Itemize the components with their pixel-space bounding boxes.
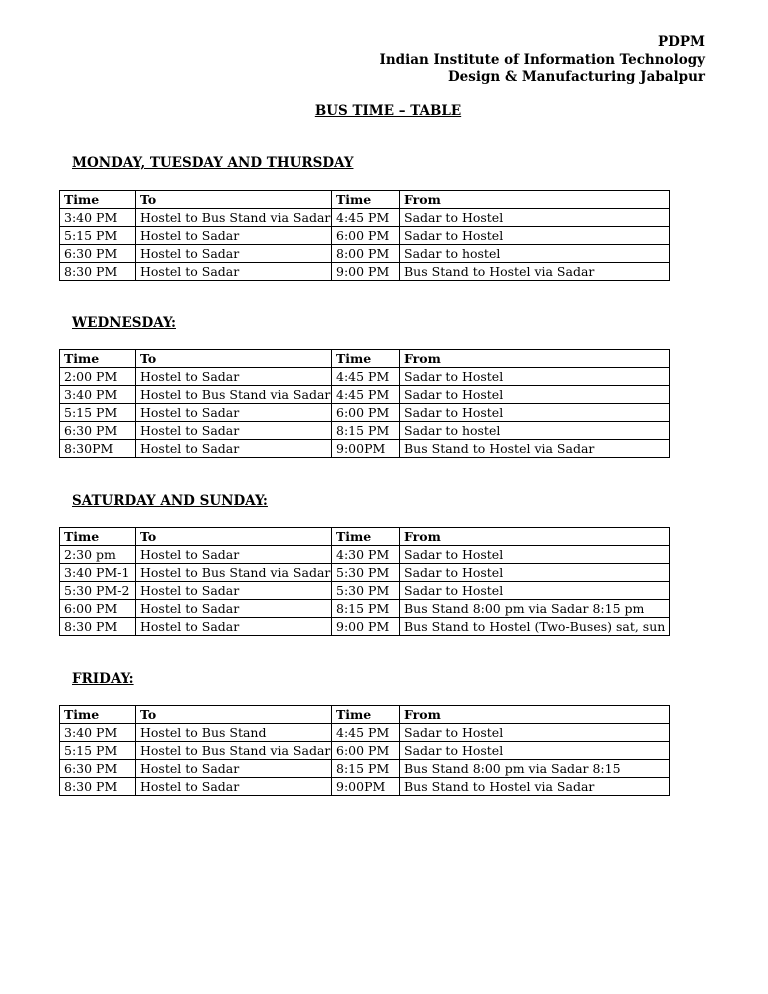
column-header: To <box>136 191 332 209</box>
table-cell: 3:40 PM <box>60 724 136 742</box>
table-cell: Hostel to Sadar <box>136 440 332 458</box>
table-cell: 8:30 PM <box>60 263 136 281</box>
table-cell: 5:30 PM <box>332 564 400 582</box>
table-cell: Sadar to hostel <box>400 422 670 440</box>
table-cell: Hostel to Bus Stand via Sadar <box>136 564 332 582</box>
table-cell: 3:40 PM <box>60 209 136 227</box>
table-cell: Bus Stand to Hostel via Sadar <box>400 263 670 281</box>
table-row <box>60 422 670 440</box>
column-header: Time <box>60 350 136 368</box>
column-header: Time <box>332 350 400 368</box>
table-cell: Bus Stand to Hostel via Sadar <box>400 778 670 796</box>
table-cell: 4:45 PM <box>332 386 400 404</box>
table-cell: 9:00 PM <box>332 263 400 281</box>
table-cell: Sadar to Hostel <box>400 742 670 760</box>
table-cell: Sadar to hostel <box>400 245 670 263</box>
table-cell: Hostel to Sadar <box>136 245 332 263</box>
header-line-2: Indian Institute of Information Technology <box>379 51 705 68</box>
table-cell: Hostel to Sadar <box>136 546 332 564</box>
table-cell: 9:00 PM <box>332 618 400 636</box>
table-cell: Hostel to Bus Stand via Sadar <box>136 386 332 404</box>
table-row <box>60 618 670 636</box>
table-row <box>60 245 670 263</box>
column-header: From <box>400 528 670 546</box>
table-cell: Sadar to Hostel <box>400 368 670 386</box>
table-cell: Bus Stand to Hostel via Sadar <box>400 440 670 458</box>
table-cell: 8:15 PM <box>332 600 400 618</box>
table-cell: Hostel to Sadar <box>136 600 332 618</box>
column-header: Time <box>332 528 400 546</box>
table-cell: Hostel to Sadar <box>136 582 332 600</box>
table-row <box>60 440 670 458</box>
table-row <box>60 404 670 422</box>
table-cell: 8:15 PM <box>332 760 400 778</box>
table-cell: 8:30 PM <box>60 778 136 796</box>
table-row <box>60 724 670 742</box>
table-cell: Sadar to Hostel <box>400 404 670 422</box>
table-cell: Hostel to Sadar <box>136 618 332 636</box>
table-cell: 6:00 PM <box>60 600 136 618</box>
schedule-table-sat-sun <box>59 527 670 636</box>
table-row <box>60 368 670 386</box>
table-cell: 5:15 PM <box>60 227 136 245</box>
table-cell: 9:00PM <box>332 440 400 458</box>
section-title-sat-sun: SATURDAY AND SUNDAY: <box>72 493 268 509</box>
table-cell: 8:00 PM <box>332 245 400 263</box>
table-cell: Hostel to Sadar <box>136 404 332 422</box>
column-header: Time <box>60 528 136 546</box>
table-cell: Bus Stand to Hostel (Two-Buses) sat, sun <box>400 618 670 636</box>
table-cell: 6:30 PM <box>60 422 136 440</box>
table-cell: 5:15 PM <box>60 404 136 422</box>
table-cell: 5:30 PM <box>332 582 400 600</box>
table-row <box>60 778 670 796</box>
table-cell: 8:15 PM <box>332 422 400 440</box>
header-line-3: Design & Manufacturing Jabalpur <box>447 69 705 85</box>
section-title-friday: FRIDAY: <box>72 671 134 687</box>
table-cell: Hostel to Bus Stand via Sadar <box>136 209 332 227</box>
table-cell: Hostel to Sadar <box>136 422 332 440</box>
institute-header <box>380 34 705 87</box>
table-cell: Hostel to Sadar <box>136 778 332 796</box>
table-cell: 5:15 PM <box>60 742 136 760</box>
table-cell: 5:30 PM-2 <box>60 582 136 600</box>
table-cell: 4:30 PM <box>332 546 400 564</box>
table-cell: Sadar to Hostel <box>400 227 670 245</box>
table-cell: Hostel to Bus Stand <box>136 724 332 742</box>
table-cell: Hostel to Sadar <box>136 760 332 778</box>
table-cell: 3:40 PM <box>60 386 136 404</box>
table-header-row <box>60 528 670 546</box>
schedule-table-wednesday <box>59 349 670 458</box>
table-cell: Sadar to Hostel <box>400 386 670 404</box>
table-cell: 4:45 PM <box>332 209 400 227</box>
table-cell: 6:00 PM <box>332 404 400 422</box>
table-row <box>60 209 670 227</box>
column-header: Time <box>332 706 400 724</box>
table-row <box>60 263 670 281</box>
table-row <box>60 386 670 404</box>
table-cell: 6:00 PM <box>332 742 400 760</box>
section-title-mon-tue-thu: MONDAY, TUESDAY AND THURSDAY <box>72 155 354 171</box>
table-cell: Sadar to Hostel <box>400 582 670 600</box>
section-title-wednesday: WEDNESDAY: <box>72 315 176 331</box>
table-cell: Bus Stand 8:00 pm via Sadar 8:15 <box>400 760 670 778</box>
column-header: From <box>400 706 670 724</box>
table-cell: 6:30 PM <box>60 245 136 263</box>
table-header-row <box>60 191 670 209</box>
table-cell: 9:00PM <box>332 778 400 796</box>
schedule-table-mon-tue-thu <box>59 190 670 281</box>
table-cell: 4:45 PM <box>332 368 400 386</box>
column-header: Time <box>60 191 136 209</box>
document-title: BUS TIME – TABLE <box>314 103 462 119</box>
table-cell: 8:30PM <box>60 440 136 458</box>
table-cell: Hostel to Sadar <box>136 227 332 245</box>
column-header: To <box>136 706 332 724</box>
table-row <box>60 227 670 245</box>
table-row <box>60 760 670 778</box>
table-cell: Sadar to Hostel <box>400 546 670 564</box>
table-row <box>60 564 670 582</box>
table-cell: 2:00 PM <box>60 368 136 386</box>
table-header-row <box>60 350 670 368</box>
column-header: To <box>136 350 332 368</box>
header-line-1: PDPM <box>658 34 705 50</box>
table-row <box>60 742 670 760</box>
table-cell: Sadar to Hostel <box>400 724 670 742</box>
column-header: To <box>136 528 332 546</box>
schedule-table-friday <box>59 705 670 796</box>
column-header: Time <box>60 706 136 724</box>
table-row <box>60 546 670 564</box>
column-header: From <box>400 350 670 368</box>
table-cell: Hostel to Sadar <box>136 368 332 386</box>
column-header: Time <box>332 191 400 209</box>
table-header-row <box>60 706 670 724</box>
table-cell: 8:30 PM <box>60 618 136 636</box>
table-row <box>60 600 670 618</box>
table-cell: 6:00 PM <box>332 227 400 245</box>
table-cell: Sadar to Hostel <box>400 209 670 227</box>
table-cell: Sadar to Hostel <box>400 564 670 582</box>
table-cell: Bus Stand 8:00 pm via Sadar 8:15 pm <box>400 600 670 618</box>
table-cell: 2:30 pm <box>60 546 136 564</box>
table-cell: 3:40 PM-1 <box>60 564 136 582</box>
table-cell: 4:45 PM <box>332 724 400 742</box>
table-row <box>60 582 670 600</box>
table-cell: Hostel to Bus Stand via Sadar <box>136 742 332 760</box>
table-cell: 6:30 PM <box>60 760 136 778</box>
column-header: From <box>400 191 670 209</box>
table-cell: Hostel to Sadar <box>136 263 332 281</box>
